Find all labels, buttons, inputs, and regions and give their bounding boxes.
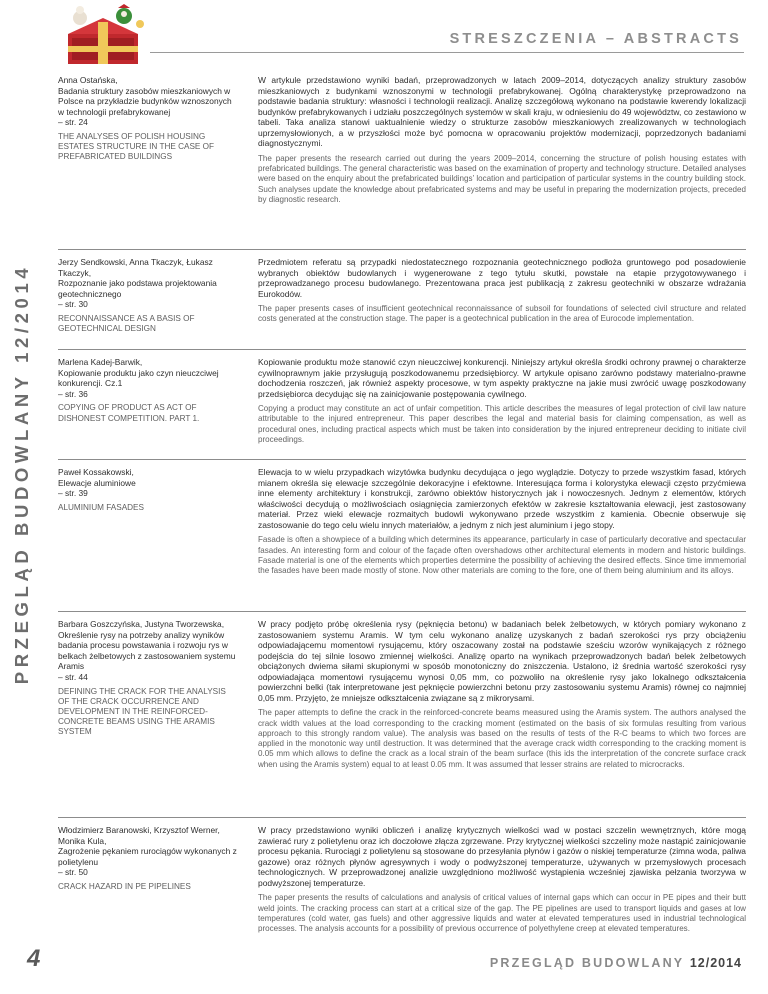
abstract-entry xyxy=(58,460,746,612)
section-heading: STRESZCZENIA – ABSTRACTS xyxy=(449,31,742,47)
article-abstract xyxy=(258,350,746,459)
article-authors: Anna Ostańska, xyxy=(58,75,118,85)
article-title-en: DEFINING THE CRACK FOR THE ANALYSIS OF THE CRACK OCCURRENCE AND DEVELOPMENT IN THE REINFORCED-CONCRETE BEAMS USING THE ARAMIS SYSTEM xyxy=(58,686,226,737)
abstract-en: Fasade is often a showpiece of a building which determines its appearance, particularly in case of particularly decorative and spectacular fasades. An interesting form and colour of the façade often overshadows other architectural elements in modern and historic buildings. Fasade material is one of the elements which properties determine the possibility of achieving the desired effects. Since time immemorial the fasades have been made mostly of stone. Now other materials are coming to the fore, one of them being aluminium and its alloys. xyxy=(258,535,746,576)
article-title-pl: Określenie rysy na potrzeby analizy wyników badania procesu powstawania i rozwoju rys w belkach żelbetowych z zastosowaniem systemu Aramis xyxy=(58,629,236,672)
article-abstract xyxy=(258,460,746,611)
article-title-en: RECONNAISSANCE AS A BASIS OF GEOTECHNICAL DESIGN xyxy=(58,313,195,334)
abstract-pl: W pracy przedstawiono wyniki obliczeń i analizę krytycznych wielkości wad w postaci szczelin wewnętrznych, które mogą zawierać rury z polietylenu oraz ich doczołowe złącza zgrzewane. Przy krytycznej wielkości szczeliny może nastąpić zainicjowanie procesu pękania. Rurociągi z polietylenu są stosowane do przesyłania płynów i gazów o niskiej temperaturze (zimna woda, paliwa gazowe) oraz różnych płynów agresywnych i wody o podwyższonej temperaturze, używanych w przemysłowych procesach technologicznych. W przeprowadzonej analizie uwzględniono możliwość wystąpienia wcześniej zjawiska pełzania tworzywa w podwyższonej temperaturze. xyxy=(258,825,746,888)
article-title-pl: Zagrożenie pękaniem rurociągów wykonanych z polietylenu xyxy=(58,846,237,867)
article-title-en: THE ANALYSES OF POLISH HOUSING ESTATES STRUCTURE IN THE CASE OF PREFABRICATED BUILDINGS xyxy=(58,131,215,162)
abstract-pl: Przedmiotem referatu są przypadki niedostatecznego rozpoznania geotechnicznego podłoża gruntowego pod posadowienie wybranych obiektów budowlanych i wygenerowane z tego tytułu skutki, powstałe na etapie przygotowywanego i przeprowadzanego procesu budowlanego. Prezentowana praca jest publikacją z zakresu geotechniki w obszarze wdrażania Eurokodów. xyxy=(258,257,746,299)
article-citation xyxy=(58,250,239,349)
header-divider xyxy=(150,52,744,53)
journal-logo xyxy=(58,4,150,68)
article-authors: Paweł Kossakowski, xyxy=(58,467,134,477)
article-authors: Marlena Kadej-Barwik, xyxy=(58,357,143,367)
article-page: – str. 39 xyxy=(58,488,88,499)
abstract-pl: W artykule przedstawiono wyniki badań, przeprowadzonych w latach 2009–2014, dotyczących analizy struktury zasobów mieszkaniowych z budynkami wznoszonymi w technologii prefabrykowanej. Ogólną charakterystykę przeprowadzono na podstawie badania struktury: własności i technologii realizacji. Analizę szczegółową wykonano na podstawie kwerendy lokalizacji budynków prefabrykowanych i udziału poszczególnych systemów w skali kraju, w odniesieniu do 49 województw, co zestawiono w tabeli. Taka analiza stanowi uaktualnienie wiedzy o strukturze zasobów mieszkaniowych zrealizowanych w technologiach uprzemysłowionych, a w przyszłości może być pomocna w opracowaniu projektów modernizacji, poprzedzonych badaniami diagnostycznymi. xyxy=(258,75,746,149)
article-page: – str. 36 xyxy=(58,388,88,399)
article-title-pl: Elewacje aluminiowe xyxy=(58,477,136,488)
article-page: – str. 44 xyxy=(58,671,88,682)
article-page: – str. 50 xyxy=(58,867,88,878)
article-page: – str. 24 xyxy=(58,117,88,128)
article-abstract xyxy=(258,68,746,249)
article-citation xyxy=(58,68,239,249)
article-authors: Jerzy Sendkowski, Anna Tkaczyk, Łukasz Tkaczyk, xyxy=(58,257,213,278)
article-citation xyxy=(58,612,239,817)
footer-journal-name: PRZEGLĄD BUDOWLANY xyxy=(489,956,685,970)
article-abstract xyxy=(258,250,746,349)
article-title-en: CRACK HAZARD IN PE PIPELINES xyxy=(58,881,191,891)
abstract-en: The paper presents cases of insufficient geotechnical reconnaissance of subsoil for foundations of selected civil structure and related costs generated at the construction stage. The paper is a geotechnical publication in the area of Eurocode implementation. xyxy=(258,304,746,324)
article-citation xyxy=(58,818,239,968)
abstract-entry xyxy=(58,612,746,818)
article-title-pl: Badania struktury zasobów mieszkaniowych w Polsce na przykładzie budynków wznoszonych w technologii prefabrykowanej xyxy=(58,85,232,117)
abstract-en: The paper presents the results of calculations and analysis of critical values of internal gaps which can occur in PE pipes and their butt weld joints. The cracking process can start at a critical size of the gap. The PE pipelines are used to transport liquids and gases at low temperatures (cold water, gas fuels) and other aggressive liquids and water at elevated temperatures used in industrial technological processes. The analysis accounts for a possibility of previous occurrence of polyethylene creep at elevated temperatures. xyxy=(258,893,746,934)
article-title-en: COPYING OF PRODUCT AS ACT OF DISHONEST COMPETITION. PART 1. xyxy=(58,403,200,423)
footer-issue: 12/2014 xyxy=(689,956,742,970)
page-number: 4 xyxy=(27,945,41,972)
article-abstract xyxy=(258,612,746,817)
running-footer xyxy=(490,956,742,970)
article-title-pl: Rozpoznanie jako podstawa projektowania geotechnicznego xyxy=(58,278,217,299)
article-authors: Barbara Goszczyńska, Justyna Tworzewska, xyxy=(58,619,225,629)
abstract-en: The paper attempts to define the crack in the reinforced-concrete beams measured using the Aramis system. The authors analysed the crack width values at the load corresponding to the cracking moment (estimated on the basis of six formulas resulting from various approach to this strongly random value). The analysis was based on the results of tests of the R-C beams to which two forces are applied in the monotonic way until destruction. It was determined that the average crack width corresponding to the cracking moment is 0.05 mm which allows to define the crack as a local strain of the beam surface (this ids the interpretation of the concrete surface crack when using the Aramis system) equal to at least 0.05 mm. It was assumed that lesser strains are related to microcracks. xyxy=(258,708,746,769)
article-authors: Włodzimierz Baranowski, Krzysztof Werner, Monika Kula, xyxy=(58,825,220,846)
article-citation xyxy=(58,350,239,459)
article-abstract xyxy=(258,818,746,968)
abstract-en: The paper presents the research carried out during the years 2009–2014, concerning the structure of polish housing estates with prefabricated buildings. The general characteristic was based on the examination of property and technology structure. Detailed analyses were based on the enquiry about the prefabricated buildings’ location and participation of particular systems in the country building stock. Such analyses update the knowledge about prefabricated systems and may be useful in preparing the modernization projects, preceded by diagnostic research. xyxy=(258,153,746,204)
article-citation xyxy=(58,460,239,611)
article-title-en: ALUMINIUM FASADES xyxy=(58,502,144,512)
abstract-en: Copying a product may constitute an act of unfair competition. This article describes the measures of legal protection of civil law nature attributable to the injured entrepreneur. This paper describes the legal and material basis for claiming compensation, as well as procedural ones, including practical aspects which must be taken into consideration by the injured entrepreneur deciding to initiate civil proceedings. xyxy=(258,404,746,444)
abstract-pl: Kopiowanie produktu może stanowić czyn nieuczciwej konkurencji. Niniejszy artykuł określa środki ochrony prawnej o charakterze cywilnoprawnym jakie przysługują poszkodowanemu przedsiębiorcy. W artykule opisano zarówno podstawy materialno-prawne dochodzenia roszczeń, jak również aspekty procesowe, w tym aspekty praktyczne na jakie musi zwrócić uwagę poszkodowany przedsiębiorca decydując się na zainicjowanie postępowania cywilnego. xyxy=(258,357,746,399)
article-page: – str. 30 xyxy=(58,299,88,310)
abstracts-list xyxy=(58,68,746,968)
article-title-pl: Kopiowanie produktu jako czyn nieuczciwej konkurencji. Cz.1 xyxy=(58,367,219,389)
abstract-entry xyxy=(58,350,746,460)
spine-label: PRZEGLĄD BUDOWLANY 12/2014 xyxy=(11,263,32,685)
abstract-entry xyxy=(58,818,746,968)
abstract-entry xyxy=(58,250,746,350)
abstract-pl: W pracy podjęto próbę określenia rysy (pęknięcia betonu) w badaniach belek żelbetowych, w których pomiary wykonano z zastosowaniem systemu Aramis. W tym celu wykonano analizę uzyskanych z badań szerokości rys przy obciążeniu odpowiadającemu momentowi rysującemu, który oszacowany został na podstawie sześciu wzorów wynikających z różnego podejścia do tej silnie losowo zmiennej wielkości. Analizę oparto na wynikach przeprowadzonych badań belek żelbetowych obciążonych dwiema siłami skupionymi w sposób monotoniczny do zniszczenia. Ustalono, iż średnia wartość szerokości rysy odpowiadająca momentowi rysującemu wynosi 0,05 mm, co pozwoliło na określenie rysy jako lokalnego odkształcenia powierzchni belki (tak interpretowane jest pęknięcie powierzchni betonu przy zastosowaniu systemu Aramis) równej co najmniej 0,05 mm. Przyjęto, że mniejsze odkształcenia związane są z mikrorysami. xyxy=(258,619,746,703)
abstract-entry xyxy=(58,68,746,250)
abstract-pl: Elewacja to w wielu przypadkach wizytówka budynku decydująca o jego wyglądzie. Dotyczy to przede wszystkim fasad, których mianem określa się elewacje szczególnie dekoracyjne i efektowne. Interesująca forma i kolorystyka elewacji często przyćmiewa inne elementy architektury i konstrukcji, zarówno obiektów historycznych jak i nowoczesnych. Jednym z elementów, których właściwości decydują o możliwościach osiągnięcia zamierzonych efektów w zakresie kształtowania elewacji, jest zastosowany materiał. Przez wieki elewacje rozmaitych budowli wykonywano przede wszystkim z kamienia. Obecnie obserwuje się zastosowanie do tego celu wielu innych materiałów, a jednym z nich jest aluminium i jego stopy. xyxy=(258,467,746,530)
